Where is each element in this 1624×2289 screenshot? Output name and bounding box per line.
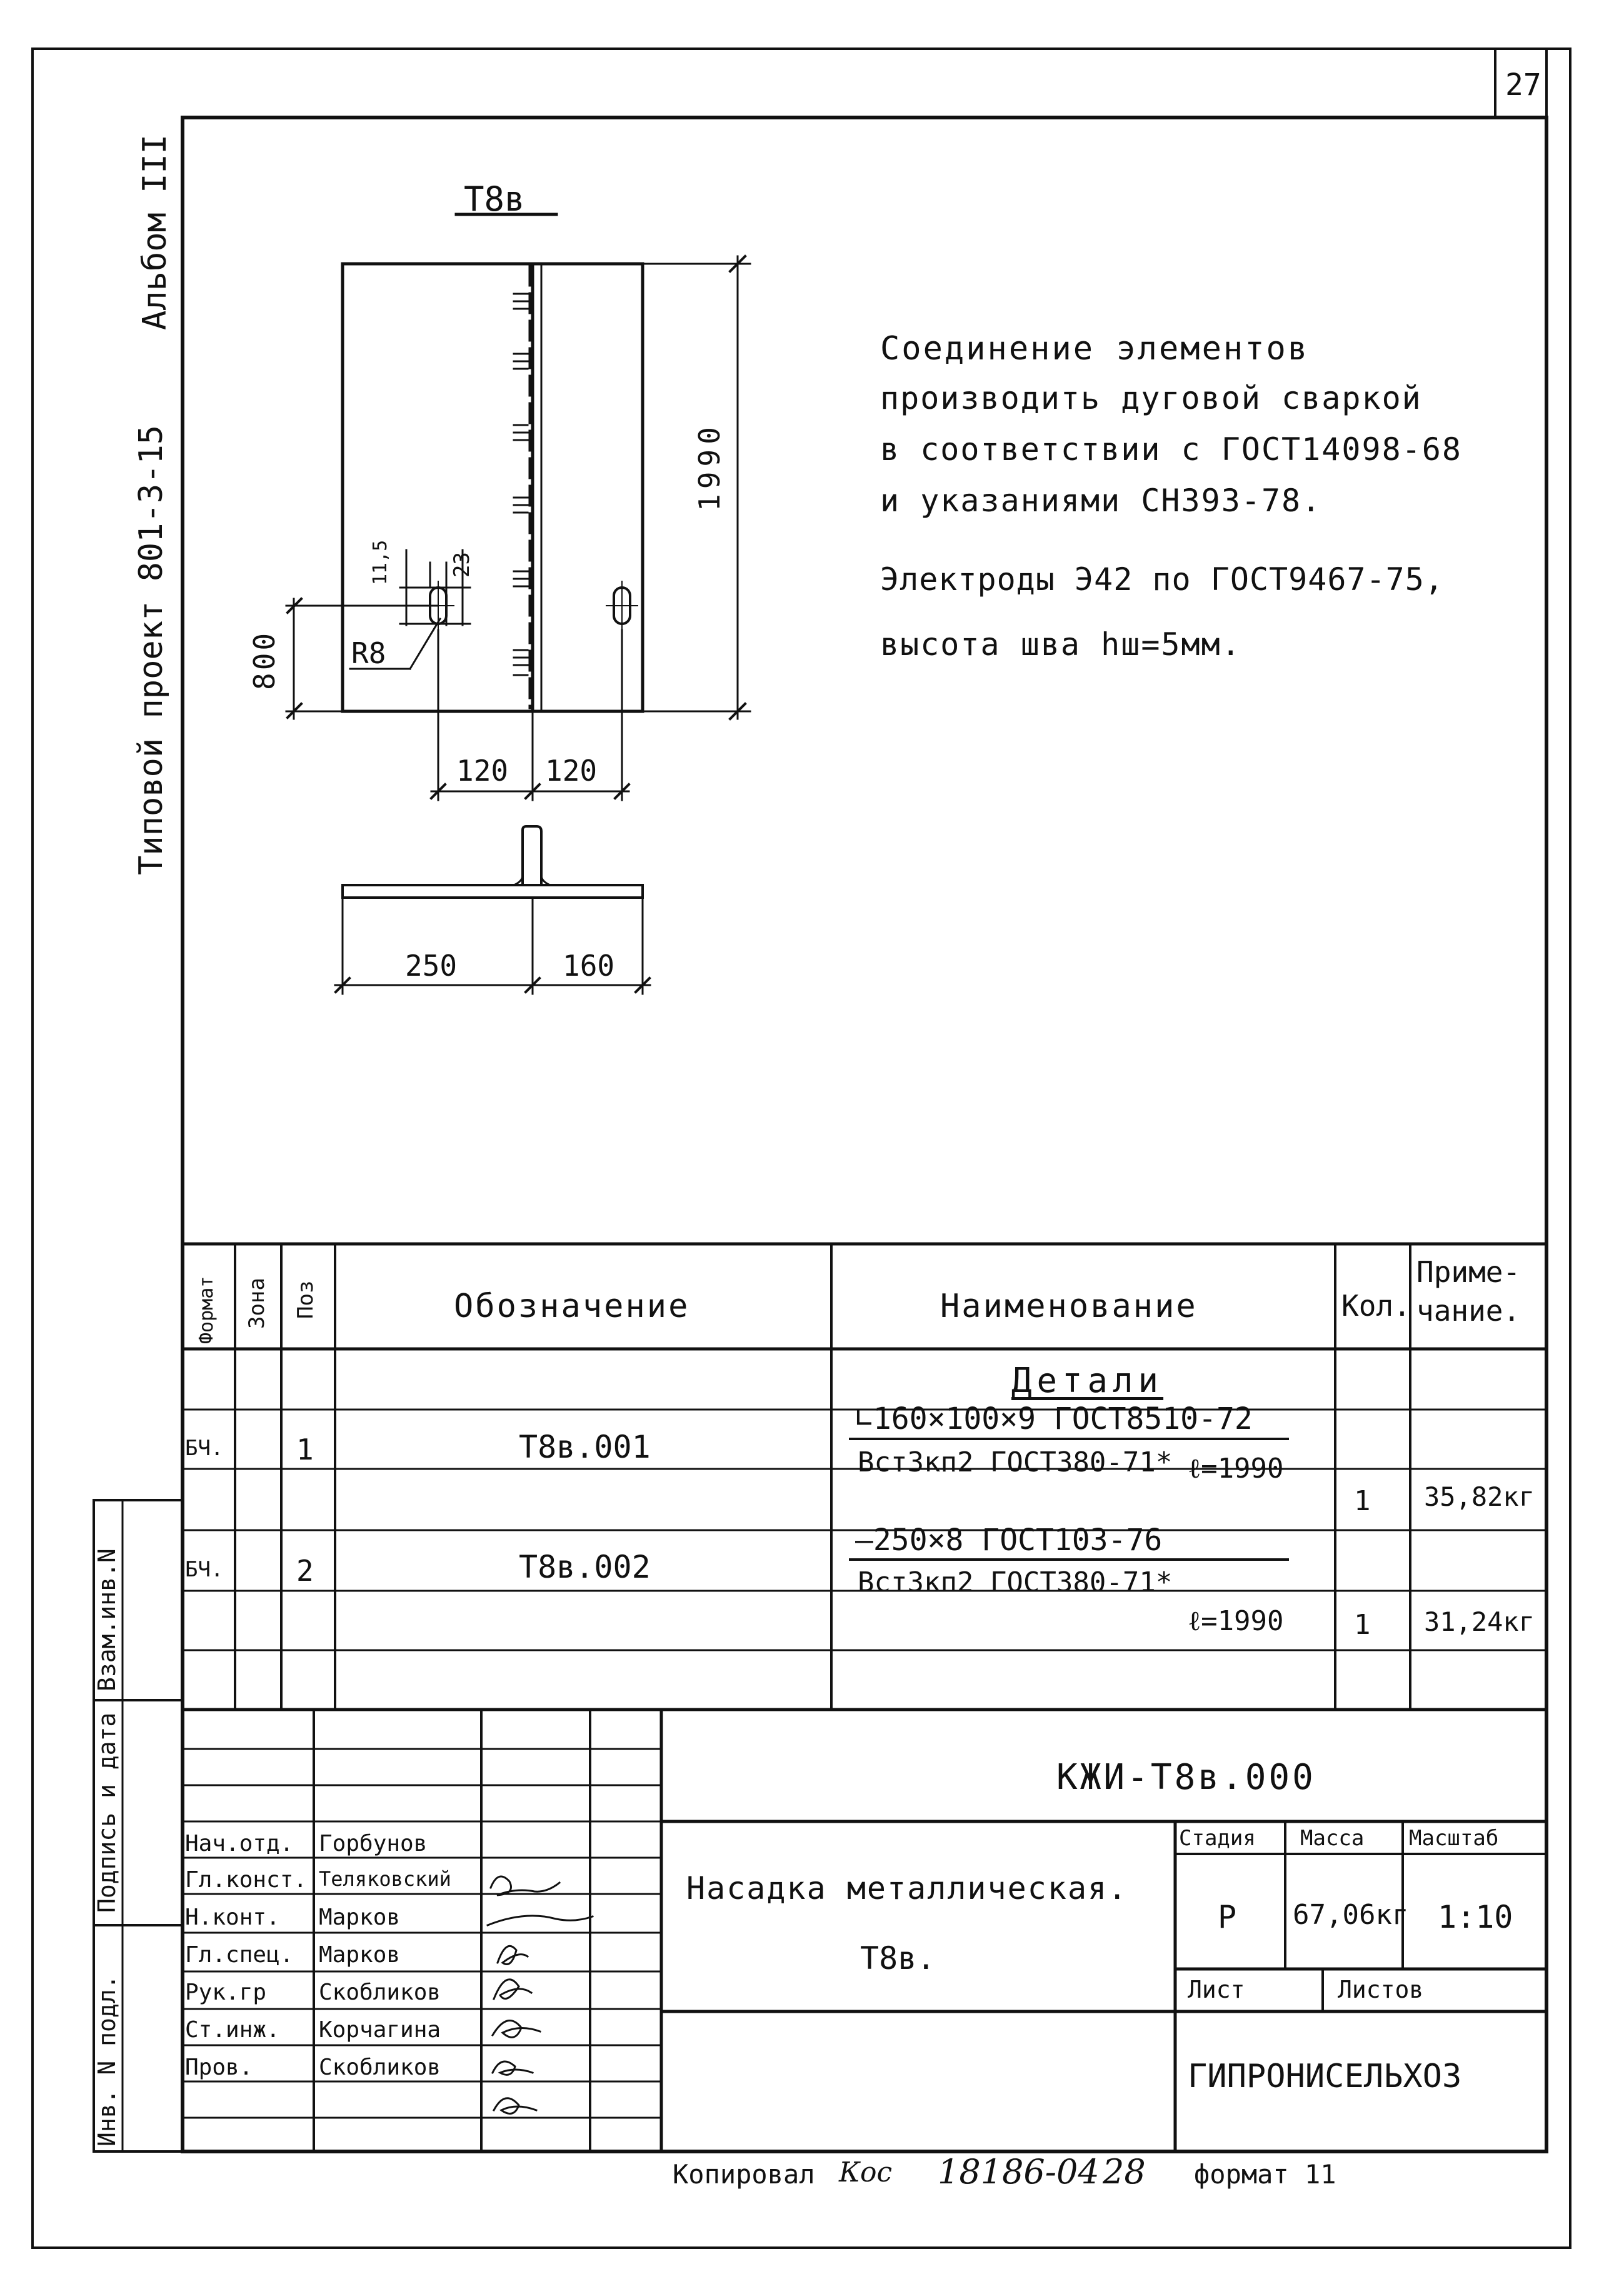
row1-designation: Т8в.001 (519, 1429, 651, 1465)
sheet-number: 27 (1505, 68, 1541, 103)
product-name-line1: Насадка металлическая. (686, 1870, 1128, 1906)
inv-sub-label: Инв. N подл. (93, 1975, 121, 2146)
row2-format: БЧ. (185, 1557, 224, 1582)
document-code: КЖИ-Т8в.000 (1056, 1757, 1316, 1798)
dim-23-label: 23 (449, 552, 474, 578)
role-4: Рук.гр (185, 1980, 267, 2005)
footer-copied: Копировал (673, 2159, 815, 2190)
role-0: Нач.отд. (185, 1831, 294, 1856)
mass-value: 67,06кг (1293, 1899, 1409, 1931)
radius-label: R8 (351, 636, 386, 670)
col-designation-header: Обозначение (454, 1288, 690, 1325)
row1-note: 35,82кг (1424, 1481, 1535, 1512)
row1-name-top: ∟160×100×9 ГОСТ8510-72 (855, 1401, 1253, 1436)
row2-length: ℓ=1990 (1188, 1605, 1284, 1637)
row1-length: ℓ=1990 (1188, 1453, 1284, 1485)
col-note-header: Приме-чание. (1416, 1255, 1521, 1328)
note-line-6: высота шва hш=5мм. (880, 626, 1241, 663)
signatures (488, 1876, 593, 2113)
note-line-2: производить дуговой сваркой (880, 380, 1422, 416)
col-zone-header: Зона (244, 1278, 269, 1329)
person-6: Скобликов (319, 2055, 441, 2080)
person-4: Скобликов (319, 1980, 441, 2005)
row1-qty: 1 (1354, 1485, 1371, 1517)
drawing-title: Т8в (464, 179, 525, 219)
person-5: Корчагина (319, 2017, 441, 2043)
dim-800-label: 800 (248, 630, 281, 690)
section-details: Детали (1011, 1361, 1164, 1400)
row1-pos: 1 (296, 1433, 314, 1466)
note-line-4: и указаниями СН393-78. (880, 483, 1322, 519)
row2-qty: 1 (1354, 1609, 1371, 1641)
person-2: Марков (319, 1905, 401, 1930)
col-format-header: Формат (196, 1276, 218, 1344)
dim-160-label: 160 (563, 949, 615, 983)
note-line-1: Соединение элементов (880, 330, 1310, 368)
sign-date-label: Подпись и дата (93, 1712, 121, 1913)
product-name-line2: Т8в. (860, 1940, 936, 1976)
person-1: Теляковский (319, 1867, 451, 1891)
dim-1990-label: 1990 (693, 422, 726, 511)
row2-name-top: —250×8 ГОСТ103-76 (855, 1523, 1163, 1558)
dim-11-5-label: 11,5 (369, 539, 391, 585)
note-line-3: в соответствии с ГОСТ14098-68 (880, 431, 1462, 468)
row2-note: 31,24кг (1424, 1606, 1535, 1637)
col-qty-header: Кол. (1341, 1289, 1411, 1323)
plate-view (343, 264, 643, 711)
note-line-5: Электроды Э42 по ГОСТ9467-75, (880, 561, 1444, 598)
footer-copier: Кос (839, 2156, 893, 2188)
dim-120-right-label: 120 (545, 754, 598, 788)
dim-250-label: 250 (405, 949, 458, 983)
row2-pos: 2 (296, 1554, 314, 1588)
role-6: Пров. (185, 2055, 253, 2080)
mass-label: Масса (1300, 1826, 1365, 1851)
dim-120-left-label: 120 (456, 754, 509, 788)
row2-designation: Т8в.002 (519, 1549, 651, 1585)
col-name-header: Наименование (940, 1288, 1198, 1325)
stage-label: Стадия (1179, 1826, 1256, 1851)
role-2: Н.конт. (185, 1905, 280, 1930)
scale-label: Масштаб (1409, 1826, 1499, 1851)
col-pos-header: Поз (293, 1280, 318, 1319)
person-3: Марков (319, 1942, 401, 1968)
role-1: Гл.конст. (185, 1867, 308, 1893)
footer-format: формат 11 (1194, 2159, 1336, 2190)
footer-number: 18186-04 (938, 2152, 1100, 2191)
project-label: Типовой проект 801-3-15 (133, 424, 170, 875)
organization: ГИПРОНИСЕЛЬХОЗ (1188, 2058, 1462, 2095)
row1-format: БЧ. (185, 1436, 224, 1461)
role-5: Ст.инж. (185, 2017, 280, 2043)
person-0: Горбунов (319, 1831, 428, 1856)
section-view (343, 826, 643, 898)
row1-name-bottom: Вст3кп2 ГОСТ380-71* (858, 1446, 1173, 1478)
album-label: Альбом III (136, 134, 174, 330)
sheets-label: Листов (1338, 1976, 1424, 2003)
row2-name-bottom: Вст3кп2 ГОСТ380-71* (858, 1566, 1173, 1598)
sheet-label: Лист (1188, 1976, 1245, 2003)
footer-page: 28 (1103, 2152, 1146, 2191)
vzam-label: Взам.инв.N (93, 1548, 121, 1691)
scale-value: 1:10 (1438, 1899, 1513, 1935)
stage-value: Р (1218, 1899, 1237, 1935)
role-3: Гл.спец. (185, 1942, 294, 1968)
